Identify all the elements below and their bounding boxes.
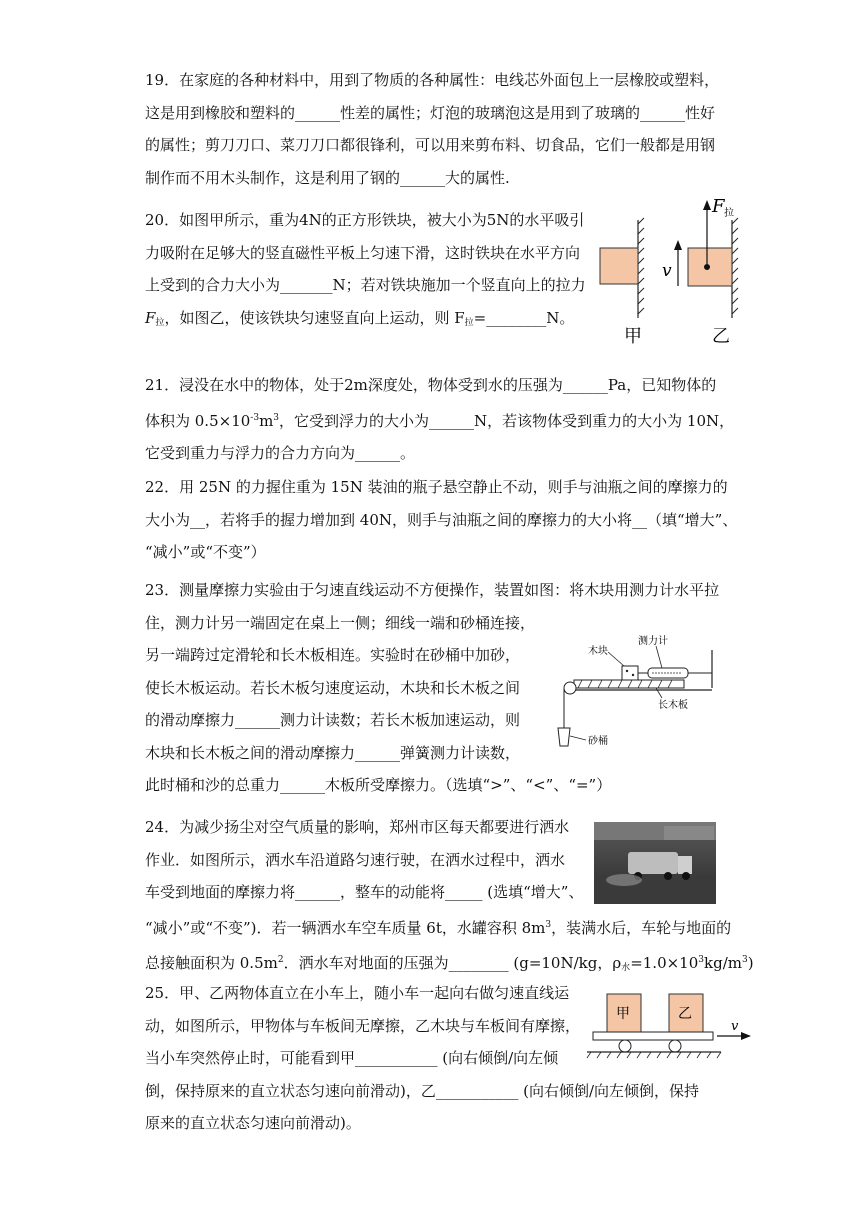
- question-19: [145, 64, 719, 194]
- iron-block-jia: [600, 248, 638, 284]
- q21-line-3: 它受到重力与浮力的合力方向为______。: [145, 444, 416, 462]
- q23-figure: [552, 628, 722, 768]
- svg-text:测力计: 测力计: [638, 636, 668, 647]
- q24-line-5: 总接触面积为 $0.5m^2$．洒水车对地面的压强为________ (g=10N/kg，$\rho_水=1.0\times 10^3kg/m^3$): [145, 954, 754, 973]
- svg-text:砂桶: 砂桶: [588, 736, 608, 747]
- fig20-v-label: v: [662, 261, 672, 281]
- question-21: [145, 369, 734, 470]
- svg-text:木块: 木块: [588, 646, 608, 657]
- question-22: [145, 471, 737, 569]
- fig20-jia-label: 甲: [624, 326, 642, 347]
- q25-figure: [585, 986, 755, 1066]
- q24-line-3: 车受到地面的摩擦力将______，整车的动能将_____ (选填“增大”、: [145, 883, 584, 901]
- q23-line-7: 此时桶和沙的总重力______木板所受摩擦力。（选填“>”、“<”、“=”）: [145, 776, 612, 794]
- q25-line-4: 倒，保持原来的直立状态匀速向前滑动)，乙___________ (向右倾倒/向左倾倒，保持: [145, 1081, 700, 1100]
- q25-line-3: 当小车突然停止时，可能看到甲___________ (向右倾倒/向左倾: [145, 1049, 559, 1067]
- q25-line-5: 原来的直立状态匀速向前滑动)。: [145, 1114, 361, 1132]
- q19-line-2: 这是用到橡胶和塑料的______性差的属性；灯泡的玻璃泡这是用到了玻璃的______性好: [145, 103, 716, 122]
- fig20-F-label: F: [712, 196, 725, 217]
- q23-line-4: 使长木板运动。若长木板匀速度运动，木块和长木板之间: [145, 678, 521, 697]
- q23-line-1: 23．测量摩擦力实验由于匀速直线运动不方便操作，装置如图：将木块用测力计水平拉: [145, 581, 720, 599]
- q20-line-4: $F_拉$，如图乙，使该铁块匀速竖直向上运动，则 $F_拉=\_\_\_\_\_\_\_\_N$。: [145, 308, 575, 328]
- fig20-F-sub: 拉: [724, 208, 734, 219]
- q21-line-1: 21．浸没在水中的物体，处于2m深度处，物体受到水的压强为______Pa，已知物体的: [145, 376, 717, 394]
- q24-line-2: 作业．如图所示，洒水车沿道路匀速行驶，在洒水过程中，洒水: [145, 850, 566, 869]
- pulley: [564, 682, 576, 694]
- q24-line-4: “减小”或“不变”)．若一辆洒水车空车质量 6t，水罐容积 $8m^3$，装满水后，车轮与地面的: [145, 918, 732, 937]
- q25-line-1: 25．甲、乙两物体直立在小车上，随小车一起向右做匀速直线运: [145, 984, 570, 1002]
- q22-line-2: 大小为__，若将手的握力增加到 40N，则手与油瓶之间的摩擦力的大小将__（填“增大”、: [145, 510, 738, 529]
- fig20-yi-label: 乙: [712, 326, 730, 347]
- wood-block: [622, 666, 638, 680]
- sprinkler-truck: [628, 852, 678, 874]
- q23-line-6: 木块和长木板之间的滑动摩擦力______弹簧测力计读数，: [145, 743, 521, 762]
- q20-figure: [590, 190, 750, 350]
- q19-line-1: 19．在家庭的各种材料中，用到了物质的各种属性：电线芯外面包上一层橡胶或塑料，: [145, 71, 720, 89]
- q22-line-3: “减小”或“不变”）: [145, 543, 266, 561]
- svg-text:v: v: [731, 1019, 739, 1034]
- q23-line-3: 另一端跨过定滑轮和长木板相连。实验时在砂桶中加砂，: [145, 646, 521, 664]
- q21-line-2: 体积为 $0.5\times 10^{-3}m^3$，它受到浮力的大小为______N，若该物体受到重力的大小为 10N，: [145, 411, 735, 430]
- q23-line-5: 的滑动摩擦力______测力计读数；若长木板加速运动，则: [145, 711, 521, 729]
- q23-line-2: 住，测力计另一端固定在桌上一侧；细线一端和砂桶连接，: [145, 613, 536, 632]
- q22-line-1: 22．用 25N 的力握住重为 15N 装油的瓶子悬空静止不动，则手与油瓶之间的摩擦力的: [145, 478, 728, 496]
- q20-line-1: 20．如图甲所示，重为4N的正方形铁块，被大小为5N的水平吸引: [145, 211, 585, 229]
- cart: [593, 1032, 713, 1040]
- q20-line-2: 力吸附在足够大的竖直磁性平板上匀速下滑，这时铁块在水平方向: [145, 243, 581, 262]
- q19-line-3: 的属性；剪刀刀口、菜刀刀口都很锋利，可以用来剪布料、切食品，它们一般都是用钢: [145, 136, 716, 154]
- question-20: [145, 204, 586, 339]
- q20-line-3: 上受到的合力大小为_______N；若对铁块施加一个竖直向上的拉力: [145, 276, 586, 294]
- q24-line-1: 24．为减少扬尘对空气质量的影响，郑州市区每天都要进行洒水: [145, 818, 570, 836]
- q25-line-2: 动，如图所示，甲物体与车板间无摩擦，乙木块与车板间有摩擦，: [145, 1016, 581, 1035]
- q19-line-4: 制作而不用木头制作，这是利用了钢的______大的属性.: [145, 168, 510, 187]
- svg-text:乙: 乙: [678, 1006, 692, 1022]
- svg-text:长木板: 长木板: [658, 700, 688, 711]
- svg-text:甲: 甲: [616, 1006, 630, 1022]
- sand-bucket: [558, 728, 570, 746]
- q24-photo: [594, 822, 716, 904]
